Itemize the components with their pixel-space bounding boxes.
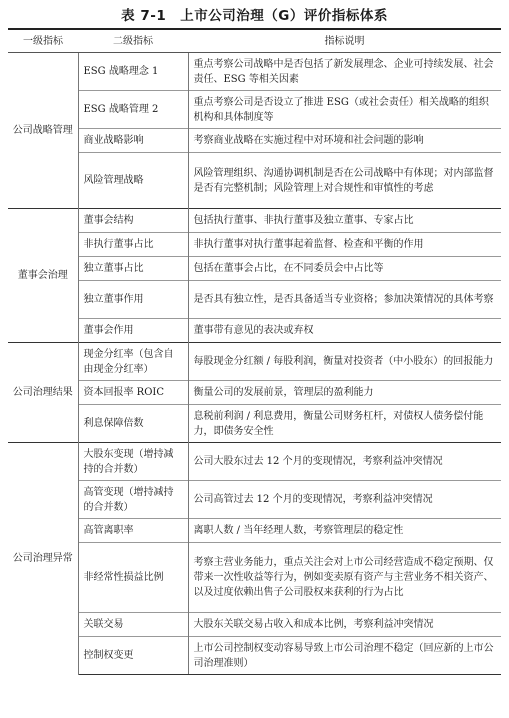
sub-indicator: 商业战略影响 — [78, 129, 188, 153]
indicator-description: 考察商业战略在实施过程中对环境和社会问题的影响 — [188, 129, 501, 153]
category-cell: 公司战略管理 — [8, 53, 78, 209]
sub-indicator: 控制权变更 — [78, 637, 188, 675]
table-title — [8, 4, 501, 28]
sub-indicator: 资本回报率 ROIC — [78, 381, 188, 405]
indicator-description: 公司大股东过去 12 个月的变现情况，考察利益冲突情况 — [188, 443, 501, 481]
indicator-description: 非执行董事对执行董事起着监督、检查和平衡的作用 — [188, 233, 501, 257]
table-row — [8, 443, 501, 481]
indicator-description: 重点考察公司战略中是否包括了新发展理念、企业可持续发展、社会责任、ESG 等相关因素 — [188, 53, 501, 91]
table-row — [8, 405, 501, 443]
table-row — [8, 129, 501, 153]
indicator-description: 是否具有独立性，是否具备适当专业资格；参加决策情况的具体考察 — [188, 281, 501, 319]
table-row — [8, 281, 501, 319]
sub-indicator: 利息保障倍数 — [78, 405, 188, 443]
table-row — [8, 381, 501, 405]
table-row — [8, 481, 501, 519]
sub-indicator: 独立董事占比 — [78, 257, 188, 281]
table-row — [8, 519, 501, 543]
sub-indicator: 关联交易 — [78, 613, 188, 637]
table-row — [8, 153, 501, 209]
table-row — [8, 91, 501, 129]
indicator-description: 重点考察公司是否设立了推进 ESG（或社会责任）相关战略的组织机构和具体制度等 — [188, 91, 501, 129]
category-cell: 公司治理结果 — [8, 343, 78, 443]
table-row — [8, 319, 501, 343]
header-level2: 二级指标 — [78, 29, 188, 53]
sub-indicator: 非执行董事占比 — [78, 233, 188, 257]
sub-indicator: ESG 战略理念 1 — [78, 53, 188, 91]
sub-indicator: 高管离职率 — [78, 519, 188, 543]
indicator-description: 公司高管过去 12 个月的变现情况，考察利益冲突情况 — [188, 481, 501, 519]
sub-indicator: 高管变现（增持减持的合并数） — [78, 481, 188, 519]
indicator-description: 衡量公司的发展前景，管理层的盈利能力 — [188, 381, 501, 405]
indicator-description: 每股现金分红额 / 每股利润，衡量对投资者（中小股东）的回报能力 — [188, 343, 501, 381]
table-row — [8, 637, 501, 675]
table-row — [8, 543, 501, 613]
sub-indicator: 大股东变现（增持减持的合并数） — [78, 443, 188, 481]
table-row — [8, 209, 501, 233]
header-level1: 一级指标 — [8, 29, 78, 53]
indicator-description: 息税前利润 / 利息费用，衡量公司财务杠杆，对债权人债务偿付能力，即债务安全性 — [188, 405, 501, 443]
category-cell: 公司治理异常 — [8, 443, 78, 675]
sub-indicator: 董事会结构 — [78, 209, 188, 233]
table-row — [8, 257, 501, 281]
table-title-text: 上市公司治理（G）评价指标体系 — [180, 8, 388, 24]
indicator-table — [8, 28, 501, 675]
sub-indicator: 现金分红率（包含自由现金分红率） — [78, 343, 188, 381]
indicator-description: 大股东关联交易占收入和成本比例，考察利益冲突情况 — [188, 613, 501, 637]
table-row — [8, 343, 501, 381]
sub-indicator: ESG 战略管理 2 — [78, 91, 188, 129]
table-row — [8, 613, 501, 637]
indicator-description: 风险管理组织、沟通协调机制是否在公司战略中有体现；对内部监督是否有完整机制；风险管理上对合规性和审慎性的考虑 — [188, 153, 501, 209]
indicator-description: 考察主营业务能力，重点关注会对上市公司经营造成不稳定预期、仅带来一次性收益等行为，例如变卖原有资产与主营业务不相关资产、以及过度依赖出售子公司股权来获利的行为占比 — [188, 543, 501, 613]
table-header-row — [8, 29, 501, 53]
indicator-description: 包括执行董事、非执行董事及独立董事、专家占比 — [188, 209, 501, 233]
table-number: 表 7-1 — [121, 8, 167, 24]
header-description: 指标说明 — [188, 29, 501, 53]
table-row — [8, 233, 501, 257]
indicator-description: 董事带有意见的表决或弃权 — [188, 319, 501, 343]
sub-indicator: 非经常性损益比例 — [78, 543, 188, 613]
indicator-description: 上市公司控制权变动容易导致上市公司治理不稳定（回应新的上市公司治理准则） — [188, 637, 501, 675]
indicator-description: 离职人数 / 当年经理人数，考察管理层的稳定性 — [188, 519, 501, 543]
sub-indicator: 独立董事作用 — [78, 281, 188, 319]
sub-indicator: 董事会作用 — [78, 319, 188, 343]
sub-indicator: 风险管理战略 — [78, 153, 188, 209]
category-cell: 董事会治理 — [8, 209, 78, 343]
indicator-description: 包括在董事会占比，在不同委员会中占比等 — [188, 257, 501, 281]
table-row — [8, 53, 501, 91]
